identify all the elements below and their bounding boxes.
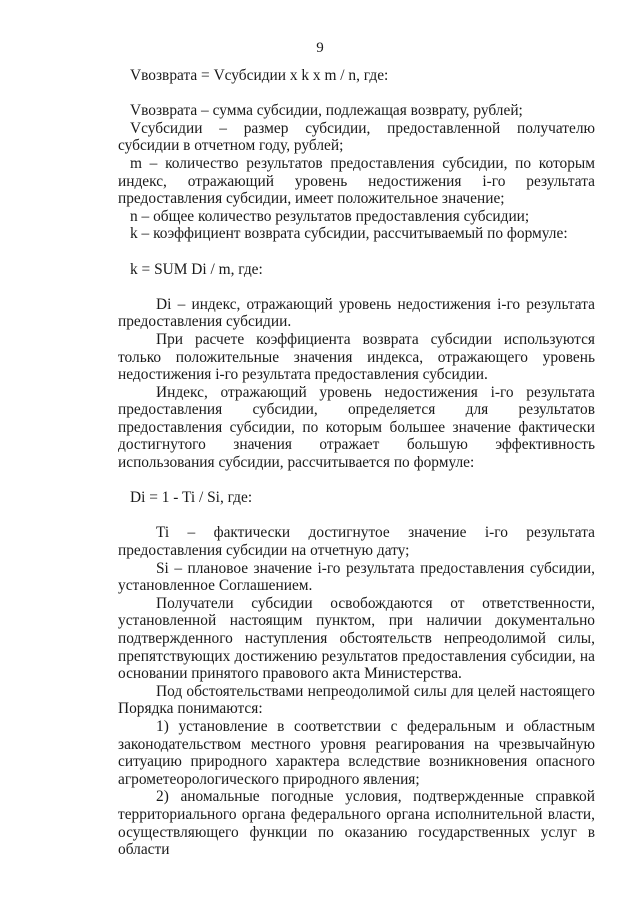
definition-v-return: Vвозврата – сумма субсидии, подлежащая возврату, рублей; bbox=[130, 102, 523, 120]
spacer bbox=[118, 472, 595, 490]
paragraph-exemption: Получатели субсидии освобождаются от ответственности, установленной настоящим пунктом, при наличии документально подтвержденного наступления обстоятельств непреодолимой силы, препятствующих достижению результатов предоставления субсидии, на основании принятого правового акта Министерства. bbox=[118, 594, 595, 683]
definition-n: n – общее количество результатов предоставления субсидии; bbox=[130, 207, 530, 225]
definition-si: Si – плановое значение i-го результата предоставления субсидии, установленное Соглашением. bbox=[118, 559, 595, 595]
paragraph-force-majeure: Под обстоятельствами непреодолимой силы для целей настоящего Порядка понимаются: bbox=[118, 682, 595, 718]
spacer bbox=[118, 507, 595, 525]
definition-ti: Ti – фактически достигнутое значение i-го результата предоставления субсидии на отчетную дату; bbox=[118, 524, 595, 560]
paragraph-index-definition: Индекс, отражающий уровень недостижения i-го результата предоставления субсидии, определяется для результатов предоставления субсидии, по которым большее значение фактически достигнутого значения отражает большую эффективность использования субсидии, рассчитывается по формуле: bbox=[118, 383, 595, 472]
definition-m: m – количество результатов предоставления субсидии, по которым индекс, отражающий уровень недостижения i-го результата предоставления субсидии, имеет положительное значение; bbox=[118, 154, 595, 208]
list-item-2: 2) аномальные погодные условия, подтвержденные справкой территориального органа федерального органа исполнительной власти, осуществляющего функции по оказанию государственных услуг в области bbox=[118, 788, 595, 859]
formula-k: k = SUM Di / m, где: bbox=[130, 260, 263, 278]
page-number: 9 bbox=[316, 40, 324, 56]
definition-di: Di – индекс, отражающий уровень недостижения i-го результата предоставления субсидии. bbox=[118, 295, 595, 331]
definition-v-subsidy: Vсубсидии – размер субсидии, предоставленной получателю субсидии в отчетном году, рублей; bbox=[118, 119, 595, 155]
paragraph-positive-values: При расчете коэффициента возврата субсидии используются только положительные значения индекса, отражающего уровень недостижения i-го результата предоставления субсидии. bbox=[118, 330, 595, 384]
formula-v-return: Vвозврата = Vсубсидии x k x m / n, где: bbox=[130, 67, 389, 84]
spacer bbox=[118, 243, 595, 261]
document-body bbox=[118, 67, 595, 859]
spacer bbox=[118, 278, 595, 296]
formula-di: Di = 1 - Ti / Si, где: bbox=[130, 489, 253, 507]
spacer bbox=[118, 85, 595, 103]
definition-k: k – коэффициент возврата субсидии, рассчитываемый по формуле: bbox=[130, 225, 568, 243]
list-item-1: 1) установление в соответствии с федеральным и областным законодательством местного уровня реагирования на чрезвычайную ситуацию природного характера вследствие возникновения опасного агрометеорологического природного явления; bbox=[118, 717, 595, 788]
